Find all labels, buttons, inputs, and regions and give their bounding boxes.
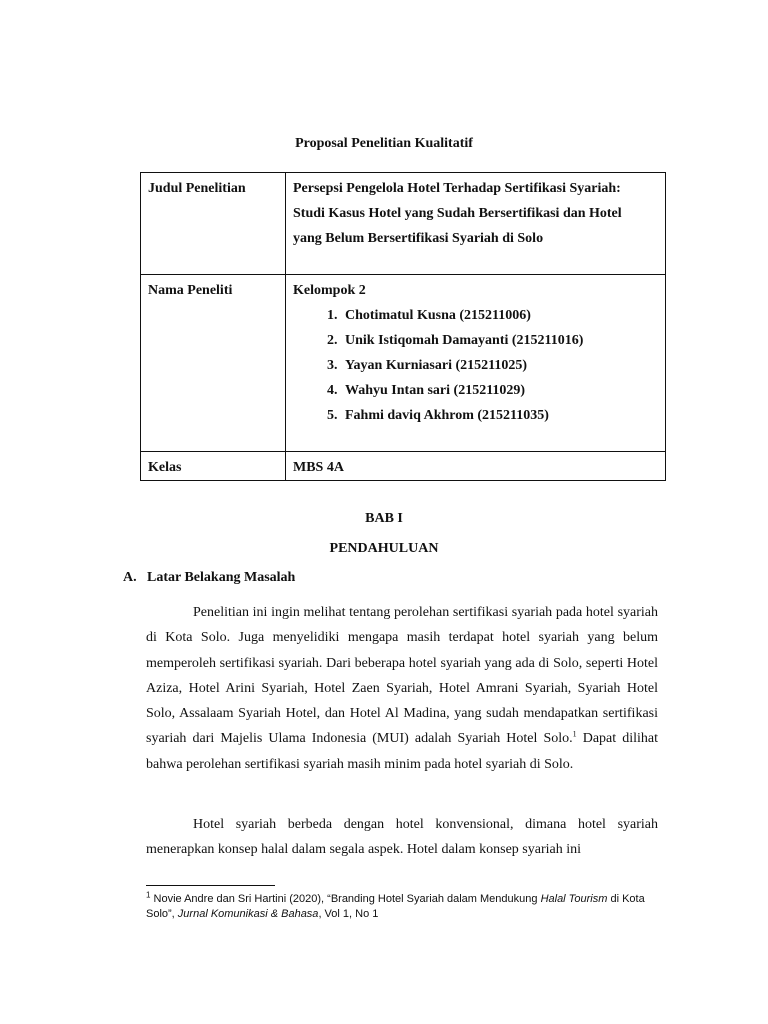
table-row-nama <box>141 275 666 452</box>
table-row-kelas <box>141 452 666 481</box>
section-title: Latar Belakang Masalah <box>147 570 296 585</box>
paragraph-1-text-cont: Dapat dilihat bahwa perolehan sertifikasi syariah masih minim pada hotel syariah di Solo. <box>146 731 658 772</box>
chapter-title: PENDAHULUAN <box>329 541 439 556</box>
paragraph-1-text: Penelitian ini ingin melihat tentang perolehan sertifikasi syariah pada hotel syariah di Kota Solo. Juga menyelidiki mengapa masih terdapat hotel syariah yang belum memperoleh sertifikasi syariah. Dari beberapa hotel syariah yang ada di Solo, seperti Hotel Aziza, Hotel Arini Syariah, Hotel Zaen Syariah, Hotel Amrani Syariah, Syariah Hotel Solo, Assalaam Syariah Hotel, dan Hotel Al Madina, yang sudah mendapatkan sertifikasi syariah dari Majelis Ulama Indonesia (MUI) adalah Syariah Hotel Solo. <box>146 605 658 747</box>
member-list <box>293 303 658 428</box>
footnote-italic: Halal Tourism <box>540 893 608 905</box>
document-title: Proposal Penelitian Kualitatif <box>295 136 473 151</box>
member-item: 3. Yayan Kurniasari (215211025) <box>341 353 658 378</box>
footnote-reference: 1 <box>572 729 577 739</box>
judul-line: yang Belum Bersertifikasi Syariah di Solo <box>293 231 544 246</box>
kelompok-label: Kelompok 2 <box>293 283 366 298</box>
member-item: 5. Fahmi daviq Akhrom (215211035) <box>341 403 658 428</box>
footnote <box>146 892 666 922</box>
member-item: 2. Unik Istiqomah Damayanti (215211016) <box>341 328 658 353</box>
kelas-label: Kelas <box>141 452 286 481</box>
table-row-judul <box>141 173 666 275</box>
footnote-text: di Kota Solo”, <box>146 893 645 920</box>
footnote-text: Novie Andre dan Sri Hartini (2020), “Branding Hotel Syariah dalam Mendukung <box>150 893 541 905</box>
kelas-value: MBS 4A <box>286 452 666 481</box>
paragraph-1 <box>146 600 658 777</box>
chapter-number: BAB I <box>365 511 403 526</box>
nama-value <box>286 275 666 452</box>
judul-label: Judul Penelitian <box>141 173 286 275</box>
section-letter: A. <box>123 570 137 585</box>
research-info-table <box>140 172 666 481</box>
footnote-divider <box>146 885 275 886</box>
footnote-marker: 1 <box>146 890 151 900</box>
member-item: 4. Wahyu Intan sari (215211029) <box>341 378 658 403</box>
judul-line: Studi Kasus Hotel yang Sudah Bersertifikasi dan Hotel <box>293 206 622 221</box>
paragraph-2: Hotel syariah berbeda dengan hotel konvensional, dimana hotel syariah menerapkan konsep halal dalam segala aspek. Hotel dalam konsep syariah ini <box>146 817 658 858</box>
judul-value <box>286 173 666 275</box>
member-item: 1. Chotimatul Kusna (215211006) <box>341 303 658 328</box>
judul-line: Persepsi Pengelola Hotel Terhadap Sertifikasi Syariah: <box>293 181 621 196</box>
section-heading <box>123 570 295 586</box>
footnote-text: , Vol 1, No 1 <box>318 908 379 920</box>
footnote-italic: Jurnal Komunikasi & Bahasa <box>177 908 319 920</box>
nama-label: Nama Peneliti <box>141 275 286 452</box>
